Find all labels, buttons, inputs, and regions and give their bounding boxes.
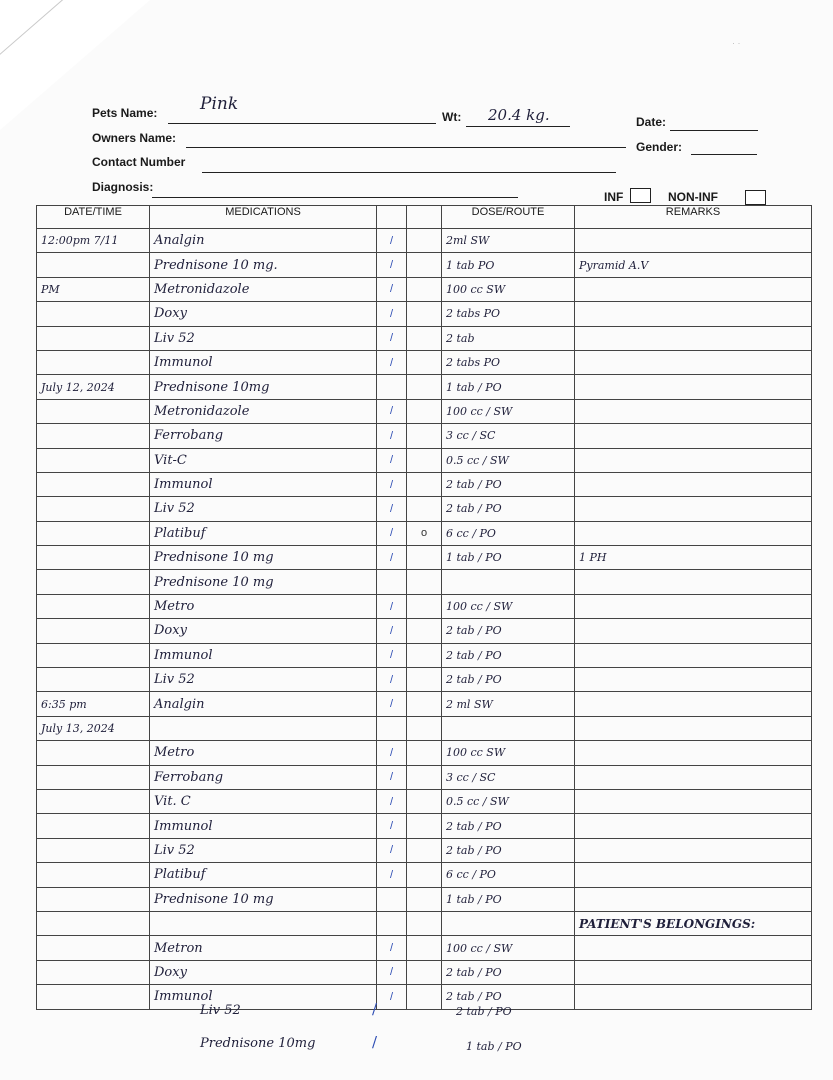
datetime-cell[interactable]: [37, 472, 150, 496]
remarks-cell[interactable]: [575, 497, 812, 521]
check-cell[interactable]: /: [377, 863, 407, 887]
table-row: [37, 789, 812, 813]
medication-cell[interactable]: Ferrobang: [150, 424, 377, 448]
remarks-cell[interactable]: [575, 350, 812, 374]
dose-route-cell[interactable]: 2 tabs PO: [442, 350, 575, 374]
remarks-cell[interactable]: [575, 229, 812, 253]
dose-route-cell[interactable]: 2 tab / PO: [442, 497, 575, 521]
check-2-cell[interactable]: [407, 375, 442, 399]
datetime-cell[interactable]: 6:35 pm: [37, 692, 150, 716]
remarks-cell[interactable]: [575, 619, 812, 643]
table-row: [37, 741, 812, 765]
dose-route-cell[interactable]: 100 cc SW: [442, 741, 575, 765]
datetime-cell[interactable]: PM: [37, 277, 150, 301]
remarks-cell[interactable]: [575, 863, 812, 887]
datetime-cell[interactable]: [37, 448, 150, 472]
dose-route-cell[interactable]: 3 cc / SC: [442, 765, 575, 789]
diagnosis-line: [152, 197, 518, 198]
check-2-cell[interactable]: [407, 692, 442, 716]
check-cell[interactable]: /: [377, 497, 407, 521]
check-2-cell[interactable]: [407, 911, 442, 935]
datetime-cell[interactable]: [37, 594, 150, 618]
medication-cell[interactable]: Platibuf: [150, 863, 377, 887]
medication-cell[interactable]: Prednisone 10 mg: [150, 546, 377, 570]
dose-route-cell[interactable]: 2 tab / PO: [442, 960, 575, 984]
medication-cell[interactable]: Liv 52: [150, 326, 377, 350]
medication-cell[interactable]: Analgin: [150, 692, 377, 716]
table-row: [37, 302, 812, 326]
check-cell[interactable]: /: [377, 546, 407, 570]
check-cell[interactable]: [377, 570, 407, 594]
check-cell[interactable]: /: [377, 960, 407, 984]
datetime-cell[interactable]: [37, 302, 150, 326]
table-row: [37, 424, 812, 448]
below-table-medication-1: Liv 52: [200, 1003, 241, 1018]
table-row: [37, 472, 812, 496]
table-row: [37, 594, 812, 618]
remarks-cell[interactable]: [575, 448, 812, 472]
table-row: [37, 277, 812, 301]
check-cell[interactable]: /: [377, 643, 407, 667]
check-2-cell[interactable]: [407, 448, 442, 472]
remarks-cell[interactable]: [575, 887, 812, 911]
remarks-cell[interactable]: [575, 985, 812, 1009]
check-2-cell[interactable]: [407, 887, 442, 911]
medication-cell[interactable]: Liv 52: [150, 497, 377, 521]
remarks-cell[interactable]: [575, 716, 812, 740]
medication-cell[interactable]: Doxy: [150, 619, 377, 643]
check-cell[interactable]: /: [377, 668, 407, 692]
table-row: [37, 350, 812, 374]
dose-route-cell[interactable]: 2 tab / PO: [442, 985, 575, 1009]
date-label: Date:: [636, 115, 667, 129]
datetime-cell[interactable]: [37, 887, 150, 911]
table-row: [37, 765, 812, 789]
check-2-cell[interactable]: [407, 668, 442, 692]
remarks-cell[interactable]: PATIENT'S BELONGINGS:: [575, 911, 812, 935]
check-2-cell[interactable]: [407, 253, 442, 277]
dose-route-cell[interactable]: 100 cc / SW: [442, 936, 575, 960]
dose-route-cell[interactable]: 1 tab PO: [442, 253, 575, 277]
medication-cell[interactable]: Ferrobang: [150, 765, 377, 789]
medication-cell[interactable]: Immunol: [150, 472, 377, 496]
header-check-2: [407, 206, 442, 229]
check-2-cell[interactable]: [407, 716, 442, 740]
dose-route-cell[interactable]: 2 tab / PO: [442, 814, 575, 838]
remarks-cell[interactable]: [575, 643, 812, 667]
below-table-dose-2: 1 tab / PO: [466, 1040, 522, 1053]
weight-line: [466, 126, 570, 127]
owners-name-label: Owners Name:: [92, 131, 177, 145]
check-2-cell[interactable]: [407, 838, 442, 862]
medication-cell[interactable]: Analgin: [150, 229, 377, 253]
dose-route-cell[interactable]: 2ml SW: [442, 229, 575, 253]
dose-route-cell[interactable]: 1 tab / PO: [442, 887, 575, 911]
medication-cell[interactable]: Metronidazole: [150, 399, 377, 423]
dose-route-cell[interactable]: 0.5 cc / SW: [442, 789, 575, 813]
check-2-cell[interactable]: [407, 765, 442, 789]
medication-cell[interactable]: Immunol: [150, 985, 377, 1009]
datetime-cell[interactable]: [37, 253, 150, 277]
remarks-cell[interactable]: [575, 789, 812, 813]
header-dose-route: DOSE/ROUTE: [442, 206, 575, 229]
remarks-cell[interactable]: [575, 277, 812, 301]
datetime-cell[interactable]: [37, 570, 150, 594]
remarks-cell[interactable]: [575, 399, 812, 423]
check-cell[interactable]: /: [377, 521, 407, 545]
below-table-check-2: /: [372, 1033, 378, 1051]
check-cell[interactable]: /: [377, 985, 407, 1009]
medication-cell[interactable]: Doxy: [150, 302, 377, 326]
datetime-cell[interactable]: [37, 546, 150, 570]
check-cell[interactable]: /: [377, 399, 407, 423]
table-row: [37, 375, 812, 399]
check-2-cell[interactable]: [407, 497, 442, 521]
remarks-cell[interactable]: [575, 570, 812, 594]
datetime-cell[interactable]: [37, 350, 150, 374]
check-2-cell[interactable]: [407, 472, 442, 496]
datetime-cell[interactable]: [37, 643, 150, 667]
header-medications: MEDICATIONS: [150, 206, 377, 229]
check-cell[interactable]: /: [377, 692, 407, 716]
medication-cell[interactable]: Platibuf: [150, 521, 377, 545]
medication-cell[interactable]: Vit. C: [150, 789, 377, 813]
weight-value[interactable]: 20.4 kg.: [488, 106, 550, 124]
datetime-cell[interactable]: [37, 619, 150, 643]
dose-route-cell[interactable]: 3 cc / SC: [442, 424, 575, 448]
table-row: [37, 985, 812, 1009]
check-2-cell[interactable]: [407, 741, 442, 765]
table-row: [37, 253, 812, 277]
check-cell[interactable]: /: [377, 472, 407, 496]
medication-table: [36, 205, 812, 1010]
contact-number-line: [202, 172, 616, 173]
check-cell[interactable]: /: [377, 594, 407, 618]
paper-speck: · ·: [732, 38, 741, 48]
check-cell[interactable]: [377, 375, 407, 399]
table-row: [37, 887, 812, 911]
dose-route-cell[interactable]: 2 tab / PO: [442, 643, 575, 667]
check-2-cell[interactable]: [407, 399, 442, 423]
check-2-cell[interactable]: [407, 863, 442, 887]
table-row: [37, 911, 812, 935]
table-row: [37, 326, 812, 350]
datetime-cell[interactable]: [37, 911, 150, 935]
medication-cell[interactable]: Prednisone 10mg: [150, 375, 377, 399]
medication-cell[interactable]: Metron: [150, 936, 377, 960]
table-row: [37, 716, 812, 740]
remarks-cell[interactable]: [575, 472, 812, 496]
check-2-cell[interactable]: [407, 643, 442, 667]
remarks-cell[interactable]: [575, 765, 812, 789]
datetime-cell[interactable]: [37, 399, 150, 423]
check-2-cell[interactable]: [407, 277, 442, 301]
dose-route-cell[interactable]: 1 tab / PO: [442, 546, 575, 570]
check-cell[interactable]: /: [377, 765, 407, 789]
dose-route-cell[interactable]: 100 cc / SW: [442, 594, 575, 618]
pets-name-value[interactable]: Pink: [200, 94, 239, 114]
dose-route-cell[interactable]: 2 tab / PO: [442, 619, 575, 643]
pets-name-line: [168, 123, 436, 124]
non-inf-checkbox[interactable]: [745, 190, 766, 205]
table-row: [37, 546, 812, 570]
check-cell[interactable]: /: [377, 619, 407, 643]
dose-route-cell[interactable]: [442, 716, 575, 740]
dose-route-cell[interactable]: 100 cc / SW: [442, 399, 575, 423]
datetime-cell[interactable]: [37, 960, 150, 984]
dose-route-cell[interactable]: 0.5 cc / SW: [442, 448, 575, 472]
remarks-cell[interactable]: 1 PH: [575, 546, 812, 570]
check-2-cell[interactable]: [407, 789, 442, 813]
remarks-cell[interactable]: [575, 326, 812, 350]
remarks-cell[interactable]: [575, 424, 812, 448]
dose-route-cell[interactable]: 2 tab / PO: [442, 838, 575, 862]
check-cell[interactable]: /: [377, 277, 407, 301]
table-row: [37, 814, 812, 838]
table-row: [37, 863, 812, 887]
table-row: [37, 229, 812, 253]
datetime-cell[interactable]: [37, 521, 150, 545]
check-cell[interactable]: /: [377, 741, 407, 765]
check-cell[interactable]: [377, 716, 407, 740]
check-cell[interactable]: /: [377, 350, 407, 374]
datetime-cell[interactable]: July 13, 2024: [37, 716, 150, 740]
medication-cell[interactable]: Vit-C: [150, 448, 377, 472]
check-2-cell[interactable]: [407, 570, 442, 594]
medication-cell[interactable]: Prednisone 10 mg: [150, 887, 377, 911]
check-cell[interactable]: /: [377, 229, 407, 253]
table-row: [37, 399, 812, 423]
dose-route-cell[interactable]: 1 tab / PO: [442, 375, 575, 399]
check-cell[interactable]: /: [377, 302, 407, 326]
remarks-cell[interactable]: [575, 741, 812, 765]
remarks-cell[interactable]: [575, 375, 812, 399]
medication-cell[interactable]: [150, 716, 377, 740]
diagnosis-label: Diagnosis:: [92, 180, 154, 194]
datetime-cell[interactable]: [37, 741, 150, 765]
inf-label: INF: [604, 190, 624, 204]
dose-route-cell[interactable]: [442, 570, 575, 594]
remarks-cell[interactable]: [575, 521, 812, 545]
dose-route-cell[interactable]: [442, 911, 575, 935]
weight-label: Wt:: [442, 110, 462, 124]
check-2-cell[interactable]: [407, 302, 442, 326]
check-cell[interactable]: [377, 911, 407, 935]
check-2-cell[interactable]: [407, 594, 442, 618]
table-row: [37, 643, 812, 667]
datetime-cell[interactable]: [37, 936, 150, 960]
remarks-cell[interactable]: Pyramid A.V: [575, 253, 812, 277]
check-2-cell[interactable]: [407, 350, 442, 374]
datetime-cell[interactable]: [37, 765, 150, 789]
dose-route-cell[interactable]: 2 tab / PO: [442, 472, 575, 496]
dose-route-cell[interactable]: 6 cc / PO: [442, 521, 575, 545]
table-row: [37, 960, 812, 984]
medication-cell[interactable]: [150, 911, 377, 935]
medication-cell[interactable]: Metro: [150, 741, 377, 765]
check-cell[interactable]: /: [377, 789, 407, 813]
medication-cell[interactable]: Prednisone 10 mg: [150, 570, 377, 594]
datetime-cell[interactable]: [37, 668, 150, 692]
check-2-cell[interactable]: [407, 424, 442, 448]
remarks-cell[interactable]: [575, 692, 812, 716]
pets-name-label: Pets Name:: [92, 106, 158, 120]
gender-label: Gender:: [636, 140, 683, 154]
owners-name-line: [186, 147, 626, 148]
dose-route-cell[interactable]: 2 tabs PO: [442, 302, 575, 326]
medication-cell[interactable]: Metro: [150, 594, 377, 618]
remarks-cell[interactable]: [575, 814, 812, 838]
below-table-medication-2: Prednisone 10mg: [200, 1036, 316, 1051]
medication-cell[interactable]: Immunol: [150, 814, 377, 838]
check-2-cell[interactable]: [407, 619, 442, 643]
check-2-cell[interactable]: [407, 985, 442, 1009]
below-table-check-1: /: [372, 1000, 378, 1018]
datetime-cell[interactable]: [37, 863, 150, 887]
check-2-cell[interactable]: [407, 814, 442, 838]
dose-route-cell[interactable]: 100 cc SW: [442, 277, 575, 301]
table-row: [37, 936, 812, 960]
check-2-cell[interactable]: [407, 326, 442, 350]
datetime-cell[interactable]: [37, 497, 150, 521]
remarks-cell[interactable]: [575, 838, 812, 862]
check-2-cell[interactable]: [407, 229, 442, 253]
datetime-cell[interactable]: 12:00pm 7/11: [37, 229, 150, 253]
contact-number-label: Contact Number: [92, 155, 186, 169]
dose-route-cell[interactable]: 2 ml SW: [442, 692, 575, 716]
medication-cell[interactable]: Immunol: [150, 643, 377, 667]
table-row: [37, 521, 812, 545]
remarks-cell[interactable]: [575, 668, 812, 692]
medication-cell[interactable]: Immunol: [150, 350, 377, 374]
check-2-cell[interactable]: [407, 546, 442, 570]
datetime-cell[interactable]: [37, 838, 150, 862]
check-cell[interactable]: /: [377, 253, 407, 277]
below-table-dose-1: 2 tab / PO: [456, 1005, 512, 1018]
table-row: [37, 570, 812, 594]
check-cell[interactable]: /: [377, 936, 407, 960]
datetime-cell[interactable]: [37, 326, 150, 350]
check-cell[interactable]: [377, 887, 407, 911]
check-cell[interactable]: /: [377, 838, 407, 862]
medication-cell[interactable]: Liv 52: [150, 838, 377, 862]
table-header-row: [37, 206, 812, 229]
medication-cell[interactable]: Liv 52: [150, 668, 377, 692]
table-row: [37, 619, 812, 643]
datetime-cell[interactable]: [37, 985, 150, 1009]
gender-line: [691, 154, 757, 155]
non-inf-label: NON-INF: [668, 190, 718, 204]
table-row: [37, 448, 812, 472]
datetime-cell[interactable]: [37, 424, 150, 448]
dose-route-cell[interactable]: 6 cc / PO: [442, 863, 575, 887]
remarks-cell[interactable]: [575, 302, 812, 326]
check-cell[interactable]: /: [377, 424, 407, 448]
table-row: [37, 497, 812, 521]
medication-cell[interactable]: Prednisone 10 mg.: [150, 253, 377, 277]
table-row: [37, 838, 812, 862]
check-cell[interactable]: /: [377, 448, 407, 472]
check-2-cell[interactable]: o: [407, 521, 442, 545]
date-line: [670, 130, 758, 131]
dose-route-cell[interactable]: 2 tab / PO: [442, 668, 575, 692]
table-row: [37, 692, 812, 716]
header-remarks: REMARKS: [575, 206, 812, 229]
inf-checkbox[interactable]: [630, 188, 651, 203]
datetime-cell[interactable]: [37, 789, 150, 813]
check-cell[interactable]: /: [377, 814, 407, 838]
datetime-cell[interactable]: [37, 814, 150, 838]
datetime-cell[interactable]: July 12, 2024: [37, 375, 150, 399]
header-check: [377, 206, 407, 229]
remarks-cell[interactable]: [575, 960, 812, 984]
check-2-cell[interactable]: [407, 960, 442, 984]
medication-cell[interactable]: Doxy: [150, 960, 377, 984]
medication-cell[interactable]: Metronidazole: [150, 277, 377, 301]
check-cell[interactable]: /: [377, 326, 407, 350]
check-2-cell[interactable]: [407, 936, 442, 960]
header-datetime: DATE/TIME: [37, 206, 150, 229]
dose-route-cell[interactable]: 2 tab: [442, 326, 575, 350]
remarks-cell[interactable]: [575, 594, 812, 618]
table-row: [37, 668, 812, 692]
remarks-cell[interactable]: [575, 936, 812, 960]
